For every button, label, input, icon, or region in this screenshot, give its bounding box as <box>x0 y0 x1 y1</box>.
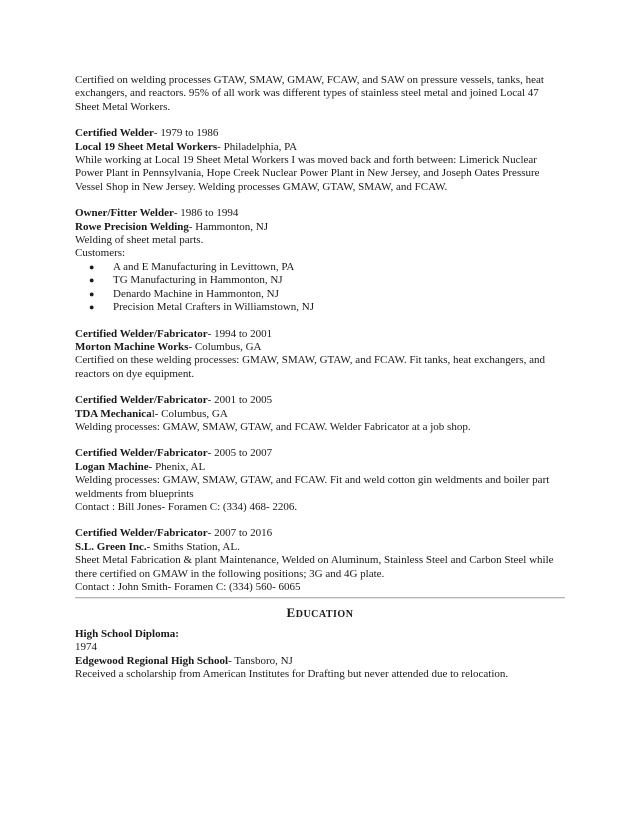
job-dates: - 1994 to 2001 <box>207 327 273 340</box>
job-location: - Smiths Station, AL. <box>146 540 240 553</box>
job-location: - Columbus, GA <box>188 340 262 353</box>
heading-initial: E <box>286 605 296 621</box>
list-item <box>75 301 565 314</box>
job-description: Certified on these welding processes: GMAW, SMAW, GTAW, and FCAW. Fit tanks, heat exchangers, and reactors on dye equipment. <box>75 354 545 380</box>
job-description: Welding processes: GMAW, SMAW, GTAW, and FCAW. Fit and weld cotton gin weldments and boiler part weldments from blueprints <box>75 474 550 500</box>
job-title: Certified Welder <box>75 127 154 140</box>
job-location: - Hammonton, NJ <box>188 220 269 233</box>
job-title-line <box>75 527 565 540</box>
job-company: Logan Machine <box>75 460 149 473</box>
bullet-icon: ● <box>89 302 95 313</box>
job-entry <box>75 328 565 382</box>
job-entry <box>75 527 565 594</box>
list-item <box>75 261 565 274</box>
job-title-line <box>75 447 565 460</box>
job-entry <box>75 207 565 314</box>
job-dates: - 2001 to 2005 <box>207 394 273 407</box>
job-company: Morton Machine Works <box>75 340 189 353</box>
job-company: TDA Mechanica <box>75 407 152 420</box>
job-entry <box>75 447 565 514</box>
job-entry <box>75 127 565 194</box>
job-location: - Phenix, AL <box>148 460 206 473</box>
education-note: Received a scholarship from American Institutes for Drafting but never attended due to relocation. <box>75 668 509 681</box>
customer-name: TG Manufacturing in Hammonton, NJ <box>113 274 283 287</box>
job-contact: Contact : John Smith- Foramen C: (334) 560- 6065 <box>75 581 301 593</box>
job-dates: - 2007 to 2016 <box>207 527 273 540</box>
job-title-line <box>75 127 565 140</box>
job-company-line <box>75 461 565 474</box>
job-contact: Contact : Bill Jones- Foramen C: (334) 468- 2206. <box>75 500 298 513</box>
customer-list <box>75 261 565 315</box>
customer-name: Denardo Machine in Hammonton, NJ <box>113 287 279 300</box>
section-divider <box>75 597 565 599</box>
resume-page <box>75 74 565 681</box>
bullet-icon: ● <box>89 288 95 299</box>
job-company-line <box>75 341 565 354</box>
job-title: Certified Welder/Fabricator <box>75 327 208 340</box>
job-title-line <box>75 207 565 220</box>
job-dates: - 1986 to 1994 <box>173 207 239 220</box>
job-title: Certified Welder/Fabricator <box>75 527 208 540</box>
job-company: Local 19 Sheet Metal Workers <box>75 140 218 153</box>
heading-rest: DUCATION <box>295 609 354 621</box>
job-description: While working at Local 19 Sheet Metal Workers I was moved back and forth between: Limerick Nuclear Power Plant in Pennsylvania, Hope Creek Nuclear Power Plant in New Jersey, and Joseph Oates Pressure Vessel Shop in New Jersey. Welding processes GMAW, GTAW, SMAW, and FCAW. <box>75 154 540 193</box>
customers-label: Customers: <box>75 247 126 260</box>
job-dates: - 1979 to 1986 <box>153 127 219 140</box>
list-item <box>75 288 565 301</box>
education-entry <box>75 628 565 682</box>
education-year: 1974 <box>75 641 97 654</box>
job-description: Sheet Metal Fabrication & plant Maintenance, Welded on Aluminum, Stainless Steel and Carbon Steel while there certified on GMAW in the following positions; 3G and 4G plate. <box>75 554 554 580</box>
job-title-line <box>75 328 565 341</box>
job-description: Welding of sheet metal parts. <box>75 234 204 247</box>
customer-name: Precision Metal Crafters in Williamstown, NJ <box>113 301 314 314</box>
job-title: Certified Welder/Fabricator <box>75 394 208 407</box>
job-entry <box>75 394 565 434</box>
job-title: Certified Welder/Fabricator <box>75 447 208 460</box>
job-dates: - 2005 to 2007 <box>207 447 273 460</box>
education-heading <box>75 606 565 621</box>
job-company-line <box>75 221 565 234</box>
job-company-line <box>75 141 565 154</box>
job-location: l- Columbus, GA <box>151 407 228 420</box>
job-company: Rowe Precision Welding <box>75 220 189 233</box>
education-school-line <box>75 655 565 668</box>
education-location: - Tansboro, NJ <box>228 654 293 667</box>
job-title-line <box>75 394 565 407</box>
job-title: Owner/Fitter Welder <box>75 207 174 220</box>
bullet-icon: ● <box>89 275 95 286</box>
job-description: Welding processes: GMAW, SMAW, GTAW, and FCAW. Welder Fabricator at a job shop. <box>75 420 471 433</box>
education-degree: High School Diploma: <box>75 627 179 640</box>
education-school: Edgewood Regional High School <box>75 654 229 667</box>
job-company: S.L. Green Inc. <box>75 540 147 553</box>
intro-paragraph: Certified on welding processes GTAW, SMAW, GMAW, FCAW, and SAW on pressure vessels, tanks, heat exchangers, and reactors. 95% of all work was different types of stainless steel metal and joined Local 47 Sheet Metal Workers. <box>75 74 544 113</box>
job-company-line <box>75 408 565 421</box>
list-item <box>75 274 565 287</box>
job-company-line <box>75 541 565 554</box>
job-location: - Philadelphia, PA <box>217 140 298 153</box>
bullet-icon: ● <box>89 261 95 272</box>
customer-name: A and E Manufacturing in Levittown, PA <box>113 260 295 273</box>
